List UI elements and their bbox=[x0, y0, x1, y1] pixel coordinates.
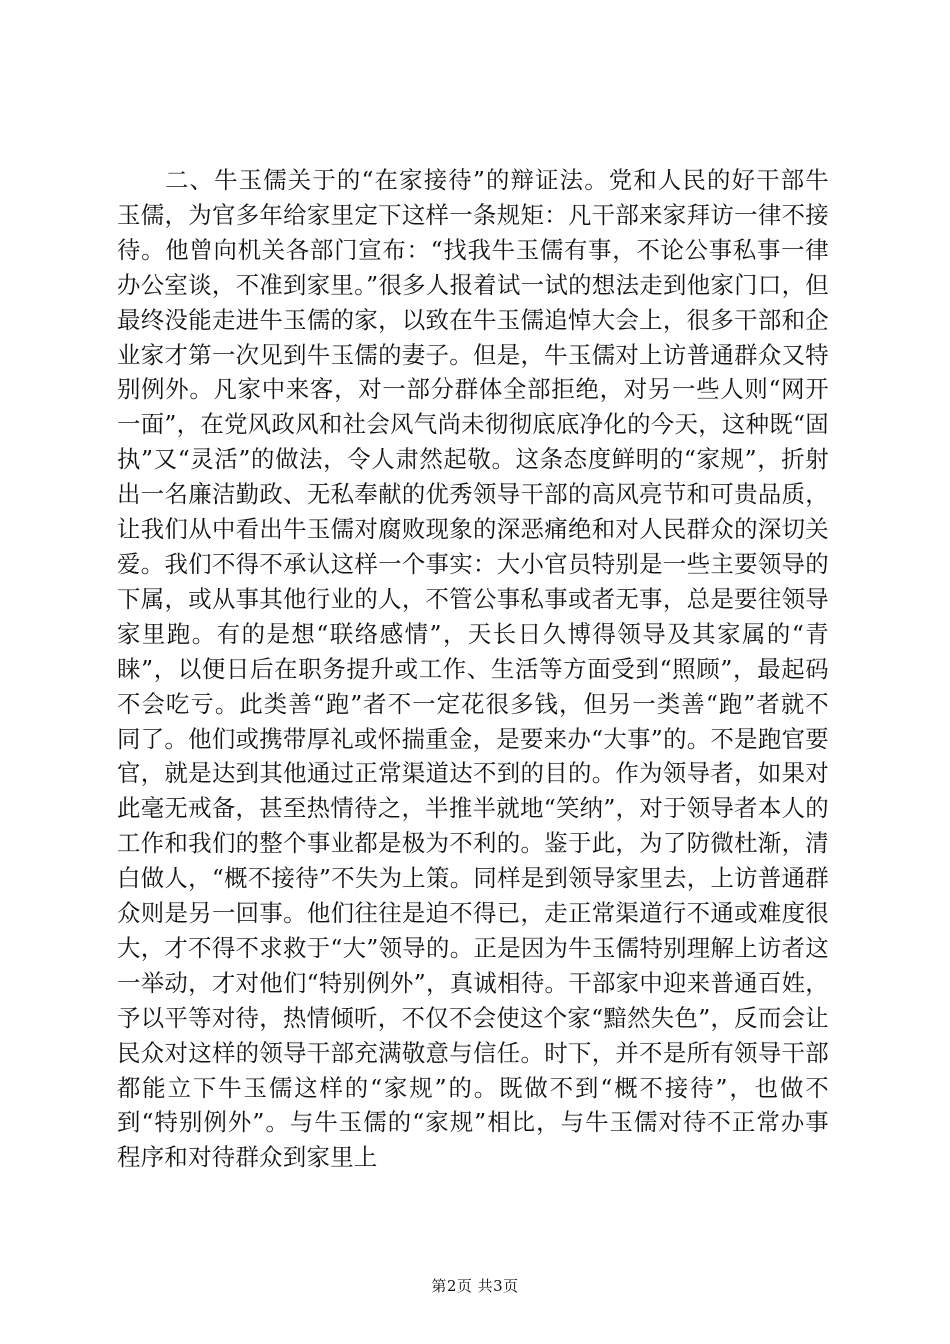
body-paragraph: 二、牛玉儒关于的“在家接待”的辩证法。党和人民的好干部牛玉儒，为官多年给家里定下这样一条规矩：凡干部来家拜访一律不接待。他曾向机关各部门宣布：“找我牛玉儒有事，不论公事私事一律办公室谈，不准到家里。”很多人报着试一试的想法走到他家门口，但最终没能走进牛玉儒的家，以致在牛玉儒追悼大会上，很多干部和企业家才第一次见到牛玉儒的妻子。但是，牛玉儒对上访普通群众又特别例外。凡家中来客，对一部分群体全部拒绝，对另一些人则“网开一面”，在党风政风和社会风气尚未彻彻底底净化的今天，这种既“固执”又“灵活”的做法，令人肃然起敬。这条态度鲜明的“家规”，折射出一名廉洁勤政、无私奉献的优秀领导干部的高风亮节和可贵品质，让我们从中看出牛玉儒对腐败现象的深恶痛绝和对人民群众的深切关爱。我们不得不承认这样一个事实：大小官员特别是一些主要领导的下属，或从事其他行业的人，不管公事私事或者无事，总是要往领导家里跑。有的是想“联络感情”，天长日久博得领导及其家属的“青睐”，以便日后在职务提升或工作、生活等方面受到“照顾”，最起码不会吃亏。此类善“跑”者不一定花很多钱，但另一类善“跑”者就不同了。他们或携带厚礼或怀揣重金，是要来办“大事”的。不是跑官要官，就是达到其他通过正常渠道达不到的目的。作为领导者，如果对此毫无戒备，甚至热情待之，半推半就地“笑纳”，对于领导者本人的工作和我们的整个事业都是极为不利的。鉴于此，为了防微杜渐，清白做人，“概不接待”不失为上策。同样是到领导家里去，上访普通群众则是另一回事。他们往往是迫不得已，走正常渠道行不通或难度很大，才不得不求救于“大”领导的。正是因为牛玉儒特别理解上访者这一举动，才对他们“特别例外”，真诚相待。干部家中迎来普通百姓，予以平等对待，热情倾听，不仅不会使这个家“黯然失色”，反而会让民众对这样的领导干部充满敬意与信任。时下，并不是所有领导干部都能立下牛玉儒这样的“家规”的。既做不到“概不接待”，也做不到“特别例外”。与牛玉儒的“家规”相比，与牛玉儒对待不正常办事程序和对待群众到家里上 bbox=[117, 166, 829, 1172]
page-footer: 第2页 共3页 bbox=[431, 1277, 519, 1295]
